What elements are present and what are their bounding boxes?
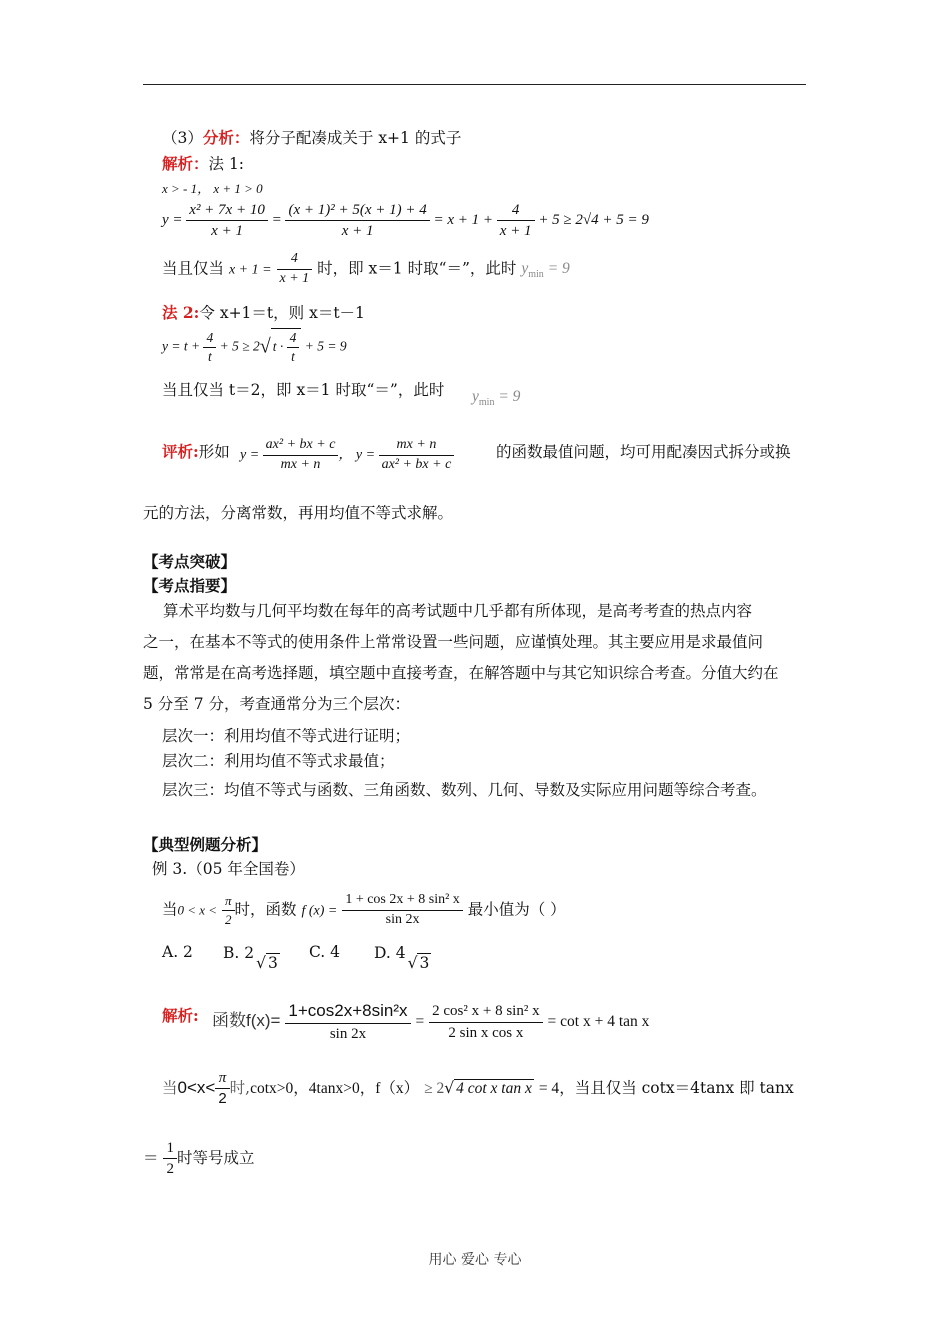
solution-line-3 [143,1138,254,1180]
ymin-1-val: = 9 [547,260,570,278]
key-points-line: 算术平均数与几何平均数在每年的高考试题中几乎都有所体现，是高考考查的热点内容 [163,602,753,620]
sol2-two: 2 [218,1090,227,1108]
choice-b-label: B. 2 [223,944,255,962]
eq2-rad-num: 4 [287,329,300,348]
eq2-radical [271,328,302,366]
ymin-2-y: y [472,388,479,405]
eq1-f2-den: x + 1 [341,223,374,240]
sol2-mid: cotx>0，4tanx>0，f（x） [250,1079,420,1097]
choice-d: D. 4√ 3 [374,944,430,972]
analysis-text: 将分子配凑成关于 x+1 的式子 [249,129,462,147]
cf1-num: ax² + bx + c [263,436,339,456]
method1-label: 法 1: [208,155,245,173]
eq2-mid: + 5 ≥ 2 [219,338,260,354]
ymin-2-sub: min [478,397,495,409]
cf2-lhs: y = [355,447,376,463]
q-cond: 0 < x < [177,902,218,918]
when1-prefix: 当且仅当 [162,259,225,278]
cf2-fraction [379,436,455,475]
q-pre: 当 [162,900,178,919]
eq2-lhs: y = t + [162,338,201,354]
sol2-post: ，当且仅当 cotx＝4tanx 即 tanx [559,1078,794,1097]
section-title-examples: 【典型例题分析】 [143,835,268,854]
sol-f1-den: sin 2x [329,1025,367,1042]
q-mid: 时，函数 [234,900,297,919]
eq1-eq: = [271,212,282,229]
eq1-fraction-2 [285,200,429,242]
eq2-fraction [203,329,216,366]
commentary-line-2: 元的方法，分离常数，再用均值不等式求解。 [143,504,454,522]
solution-label: 解析： [162,154,209,173]
choice-a-label: A. 2 [162,943,193,961]
equation-1 [162,200,649,242]
commentary-label: 评析: [162,442,199,461]
when2-text: 当且仅当 t＝2，即 x＝1 时取“＝”，此时 [162,381,445,399]
part3-analysis-line [162,126,461,148]
q-two: 2 [225,911,232,927]
choice-d-label: D. 4 [374,944,406,962]
equality-condition-2 [162,378,444,400]
eq1-f3-num: 4 [497,200,535,221]
equality-condition-1 [162,250,570,289]
sol3-eq: ＝ [143,1148,159,1167]
example-question [162,891,566,930]
sol-fraction-2 [429,1001,542,1043]
method2-line [162,301,365,323]
sol-f2-num: 2 cos² x + 8 sin² x [429,1001,542,1022]
eq1-mid: = x + 1 + [433,212,494,229]
sol3-post: 时等号成立 [176,1148,255,1167]
part3-prefix: （3） [162,129,203,147]
q-f: f (x) = [301,903,338,919]
choice-b: B. 2√ 3 [223,944,278,972]
eq2-tail: + 5 = 9 [304,338,347,354]
cf1-lhs: y = [240,447,260,463]
sol3-num: 1 [163,1138,177,1159]
eq1-f1-den: x + 1 [211,223,243,240]
choice-b-rad: 3 [268,954,278,972]
eq2-f-num: 4 [203,329,216,348]
solution-equation [212,1000,649,1044]
eq1-tail: + 5 ≥ 2√4 + 5 = 9 [538,212,649,229]
method2-label: 法 2: [162,303,200,322]
sol-fraction-1 [285,1000,410,1044]
eq1-fraction-1 [186,200,268,242]
ymin-1-sub: min [528,269,544,281]
level-3: 层次三：均值不等式与函数、三角函数、数列、几何、导数及实际应用问题等综合考查。 [162,781,767,799]
eq1-f3-den: x + 1 [499,223,532,240]
sol-tail: = cot x + 4 tan x [547,1013,650,1031]
level-2: 层次二：利用均值不等式求最值； [162,752,395,770]
eq1-f1-num: x² + 7x + 10 [186,200,268,221]
cf1-den: mx + n [280,456,321,472]
page-footer: 用心 爱心 专心 [428,1252,522,1268]
cf1-fraction [263,436,339,475]
when1-num: 4 [277,250,313,270]
sol3-fraction [163,1138,177,1180]
level-1: 层次一：利用均值不等式进行证明； [162,727,411,745]
key-points-paragraph [143,596,806,720]
commentary-pre: 形如 [198,443,230,461]
eq2-rad-pre: t · [272,338,284,354]
key-points-line: 5 分至 7 分，考查通常分为三个层次： [143,695,411,713]
sol2-val: = 4 [538,1079,560,1097]
sol-f-text: 函数f(x)= [212,1011,281,1031]
header-rule [143,84,806,85]
condition-line: x > - 1， x + 1 > 0 [162,181,263,196]
example-solution-label: 解析: [162,1006,199,1025]
choice-a [162,943,193,961]
commentary-post: 的函数最值问题，均可用配凑因式拆分或换 [496,443,791,461]
cf2-den: ax² + bx + c [381,456,452,472]
eq2-f-den: t [207,348,212,364]
equation-2: y = t + $\frac{4}{t}$ + 5 ≥ 2√ t · $\frac{4}{t}$ + 5 = 9 [162,328,347,366]
sol2-rad: 4 cot x tan x [456,1079,532,1097]
solution-line-2: 当0<x< $\frac{\pi}{2}$ 时,cotx>0，4tanx>0，f（x） ≥ 2√ 4 cot x tan x = 4，当且仅当 cotx＝4tanx 即 tanx [162,1068,794,1110]
cf2-num: mx + n [379,436,455,456]
example-title: 例 3.（05 年全国卷） [152,860,305,878]
eq1-f2-num: (x + 1)² + 5(x + 1) + 4 [285,200,429,221]
eq2-rad-den: t [291,349,295,365]
eq2-rad-fraction [287,329,300,366]
section-title-breakthrough: 【考点突破】 [143,552,237,571]
commentary-formulas [240,436,454,475]
choice-c [309,943,340,961]
commentary-line-1 [162,440,230,462]
section-title-key-points: 【考点指要】 [143,576,237,595]
solution-line [162,152,244,174]
q-den: sin 2x [385,911,420,927]
q-pi: π [222,892,235,911]
cf-sep: ， [338,447,353,463]
when1-den: x + 1 [279,270,310,286]
choice-d-rad: 3 [419,954,430,972]
ymin-2 [472,388,520,408]
when1-lhs: x + 1 = [228,262,272,278]
method2-text: 令 x+1＝t，则 x＝t－1 [199,304,365,322]
analysis-label: 分析： [202,128,250,147]
sol2-ineq: ≥ 2 [424,1079,445,1097]
sol2-pi-fraction [215,1068,229,1110]
sol2-cond: 0<x< [177,1077,216,1097]
sol2-pre: 当 [162,1078,178,1097]
sol2-pi: π [215,1068,229,1089]
ymin-1 [521,260,570,281]
choice-c-label: C. 4 [309,943,341,961]
sol-f1-num: 1+cos2x+8sin²x [285,1000,410,1024]
q-pi-fraction [222,892,235,928]
ymin-1-y: y [521,260,529,278]
key-points-line: 题，常常是在高考选择题，填空题中直接考查，在解答题中与其它知识综合考查。分值大约在 [143,664,779,682]
ymin-2-val: = 9 [498,388,521,405]
when1-fraction [277,250,313,289]
sol2-shi: 时, [229,1078,251,1097]
sol-f2-den: 2 sin x cos x [448,1024,524,1041]
eq1-lhs: y = [162,212,183,229]
eq1-fraction-3 [497,200,535,242]
q-num: 1 + cos 2x + 8 sin² x [342,891,463,911]
sol3-den: 2 [166,1161,174,1178]
key-points-line: 之一，在基本不等式的使用条件上常常设置一些问题，应谨慎处理。其主要应用是求最值问 [143,633,764,651]
when1-suffix: 时，即 x＝1 时取“＝”，此时 [317,259,517,278]
q-fraction [342,891,463,930]
sol-eq: = [415,1013,425,1031]
q-post: 最小值为（ ） [467,900,566,919]
